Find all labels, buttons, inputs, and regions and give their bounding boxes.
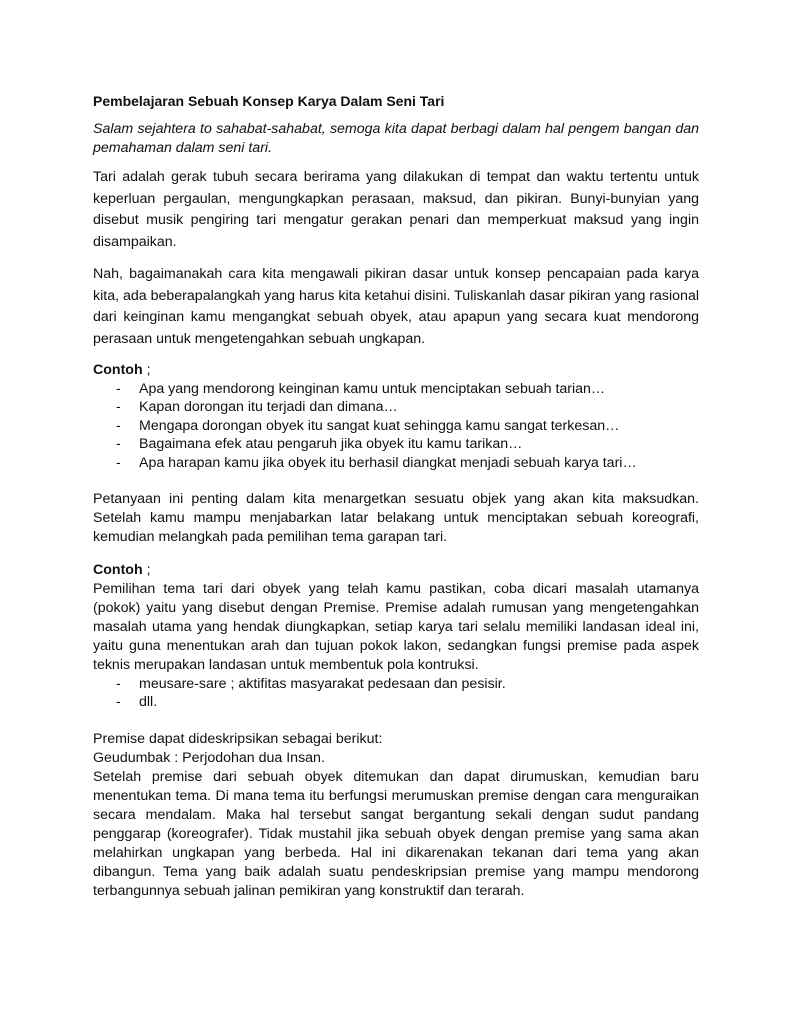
list-item-text: Apa harapan kamu jika obyek itu berhasil diangkat menjadi sebuah karya tari… (139, 454, 637, 471)
list-item (93, 380, 699, 399)
list-item (93, 454, 699, 473)
paragraph-question-importance: Petanyaan ini penting dalam kita menargetkan sesuatu objek yang akan kita maksudkan. Setelah kamu mampu menjabarkan latar belakang untuk menciptakan sebuah koreografi, kemudian melangkah pada pemilihan tema garapan tari. (93, 491, 699, 545)
paragraph-theme: Setelah premise dari sebuah obyek ditemukan dan dapat dirumuskan, kemudian baru menentukan tema. Di mana tema itu berfungsi merumuskan premise dengan cara menguraikan secara mendalam. Maka hal tersebut sangat bergantung sekali dengan sudut pandang penggarap (koreografer). Tidak mustahil jika sebuah obyek dengan premise yang sama akan melahirkan ungkapan yang berbeda. Hal ini dikarenakan tekanan dari tema yang akan dibangun. Tema yang baik adalah suatu pendeskripsian premise yang mampu mendorong terbangunnya sebuah jalinan pemikiran yang konstruktif dan terarah. (93, 768, 699, 899)
list-item-text: dll. (139, 694, 158, 710)
example-2-label: Contoh (93, 562, 143, 578)
paragraph-approach: Nah, bagaimanakah cara kita mengawali pikiran dasar untuk konsep pencapaian pada karya kita, ada beberapalangkah yang harus kita ketahui disini. Tuliskanlah dasar pikiran yang rasional dari keinginan kamu mengangkat sebuah obyek, atau apapun yang secara kuat mendorong perasaan untuk mengetengahkan sebuah ungkapan. (93, 266, 699, 347)
list-item (93, 693, 699, 712)
dash-marker: - (116, 399, 121, 415)
example-1-list (93, 380, 699, 473)
dash-marker: - (116, 380, 121, 397)
example-1-heading (93, 361, 699, 380)
example-2-body: Pemilihan tema tari dari obyek yang telah kamu pastikan, coba dicari masalah utamanya (pokok) yaitu yang disebut dengan Premise. Premise adalah rumusan yang mengetengahkan masalah utama yang hendak diungkapkan, setiap karya tari selalu memiliki landasan ideal ini, yaitu guna menentukan arah dan tujuan pokok lakon, sedangkan fungsi premise pada aspek teknis merupakan landasan untuk membentuk pola kontruksi. (93, 580, 699, 673)
example-1-label: Contoh (93, 362, 143, 378)
premise-example: Geudumbak : Perjodohan dua Insan. (93, 749, 325, 766)
list-item-text: Kapan dorongan itu terjadi dan dimana… (139, 399, 398, 415)
example-1-suffix: ; (142, 362, 151, 378)
list-item (93, 417, 699, 436)
list-item (93, 675, 699, 694)
list-item-text: Bagaimana efek atau pengaruh jika obyek itu kamu tarikan… (139, 436, 523, 452)
dash-marker: - (116, 436, 121, 452)
example-2-list (93, 675, 699, 712)
premise-intro: Premise dapat dideskripsikan sebagai berikut: (93, 730, 383, 747)
list-item-text: Apa yang mendorong keinginan kamu untuk menciptakan sebuah tarian… (139, 380, 606, 397)
example-2-heading (93, 561, 699, 580)
dash-marker: - (116, 417, 121, 434)
list-item (93, 435, 699, 454)
dash-marker: - (116, 694, 121, 710)
list-item-text: Mengapa dorongan obyek itu sangat kuat sehingga kamu sangat terkesan… (139, 417, 620, 434)
dash-marker: - (116, 675, 121, 692)
list-item (93, 398, 699, 417)
paragraph-definition: Tari adalah gerak tubuh secara berirama yang dilakukan di tempat dan waktu tertentu untuk keperluan pergaulan, mengungkapkan perasaan, maksud, dan pikiran. Bunyi-bunyian yang disebut musik pengiring tari mengatur gerakan penari dan memperkuat maksud yang ingin disampaikan. (93, 169, 699, 250)
list-item-text: meusare-sare ; aktifitas masyarakat pedesaan dan pesisir. (139, 675, 506, 692)
document-title: Pembelajaran Sebuah Konsep Karya Dalam Seni Tari (93, 93, 445, 109)
dash-marker: - (116, 454, 121, 471)
greeting-paragraph: Salam sejahtera to sahabat-sahabat, semoga kita dapat berbagi dalam hal pengem bangan dan pemahaman dalam seni tari. (93, 121, 699, 156)
example-2-suffix: ; (142, 562, 151, 578)
